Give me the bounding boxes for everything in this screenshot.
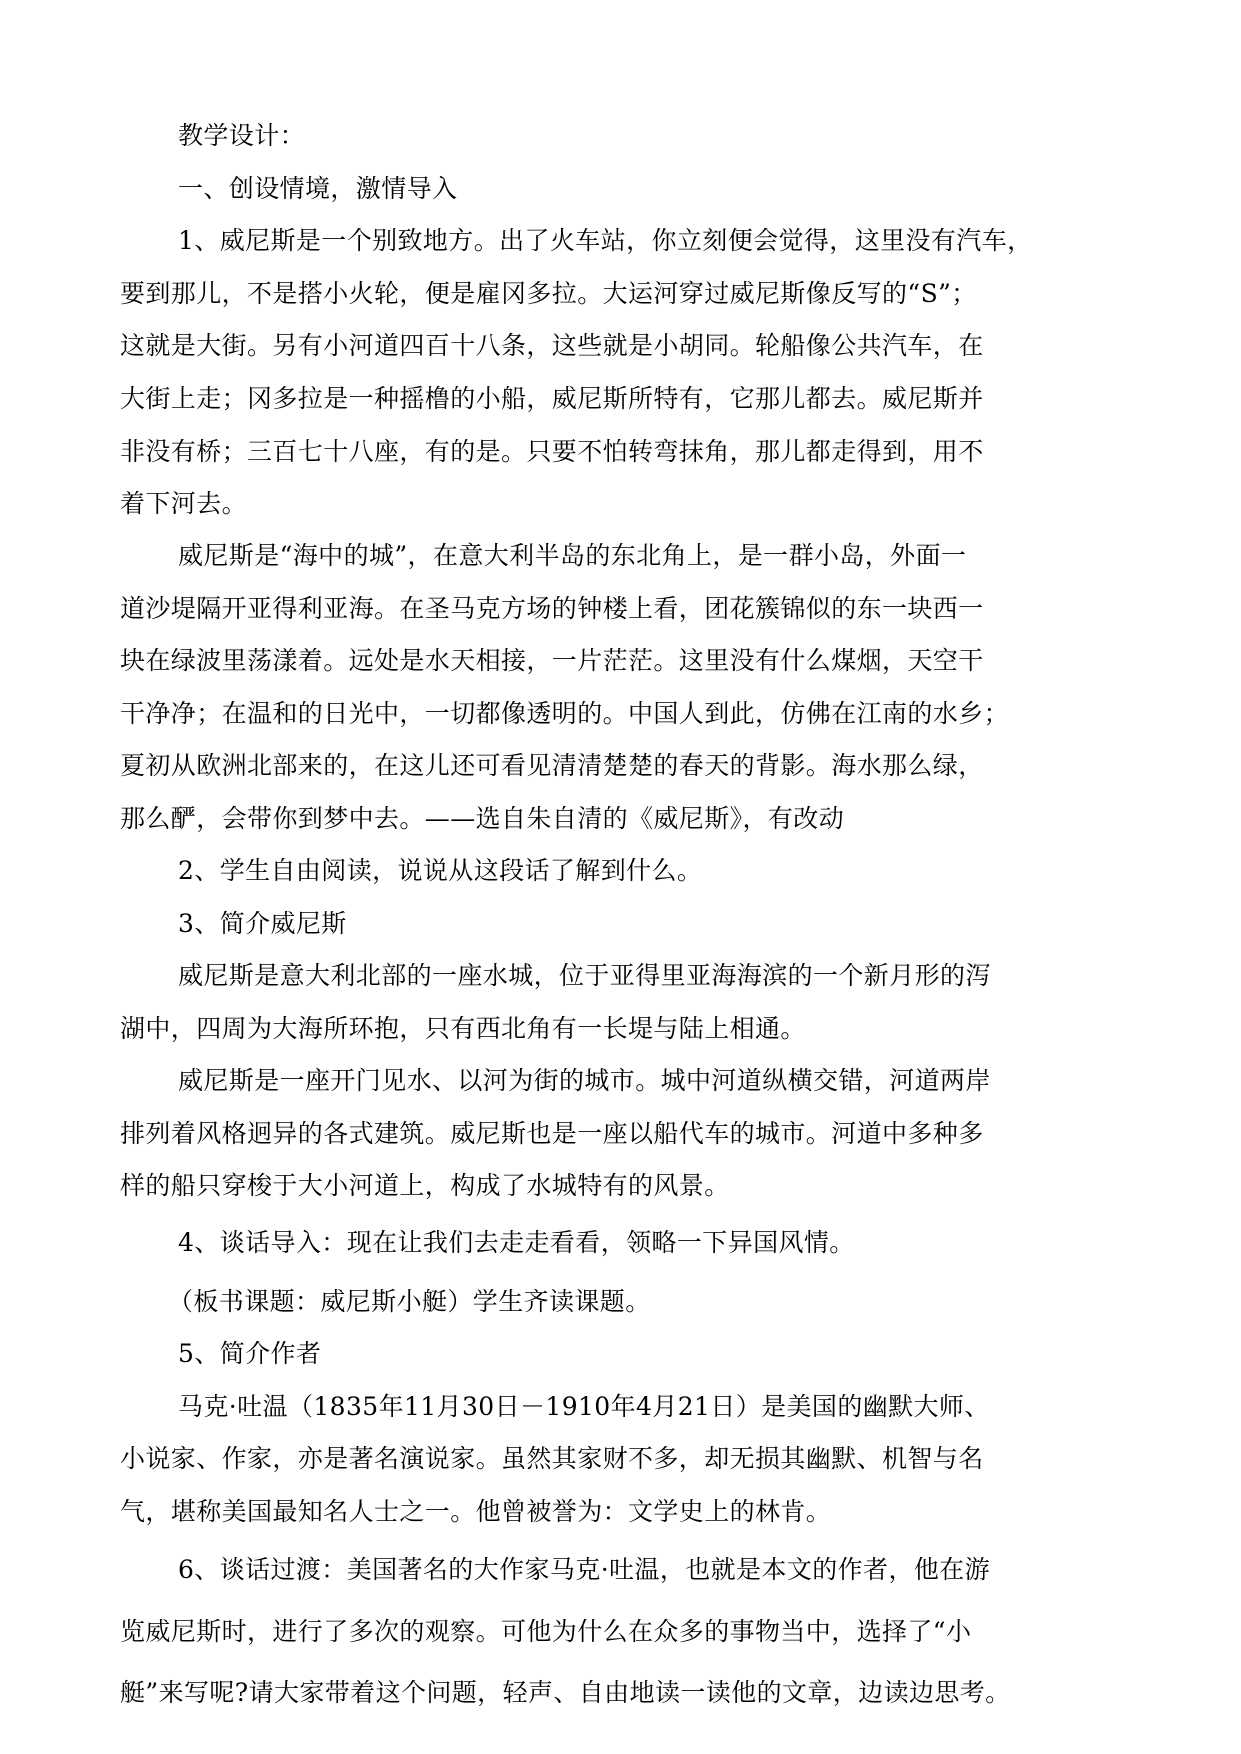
- text-line: 非没有桥；三百七十八座，有的是。只要不怕转弯抹角，那儿都走得到，用不: [120, 437, 984, 466]
- text-line: 威尼斯是“海中的城”，在意大利半岛的东北角上，是一群小岛，外面一: [178, 541, 967, 570]
- section-title: 教学设计：: [178, 121, 306, 150]
- text-line: 6、谈话过渡：美国著名的大作家马克·吐温，也就是本文的作者，他在游: [178, 1555, 991, 1584]
- text-line: 块在绿波里荡漾着。远处是水天相接，一片茫茫。这里没有什么煤烟，天空干: [120, 646, 984, 675]
- text-line: 5、简介作者: [178, 1339, 322, 1368]
- text-line: （板书课题：威尼斯小艇）学生齐读课题。: [168, 1287, 651, 1316]
- text-line: 大街上走；冈多拉是一种摇橹的小船，威尼斯所特有，它那儿都去。威尼斯并: [120, 384, 984, 413]
- text-line: 着下河去。: [120, 489, 248, 518]
- text-line: 4、谈话导入：现在让我们去走走看看，领略一下异国风情。: [178, 1228, 855, 1257]
- text-line: 那么酽，会带你到梦中去。——选自朱自清的《威尼斯》，有改动: [120, 804, 845, 833]
- text-line: 艇”来写呢?请大家带着这个问题，轻声、自由地读一读他的文章，边读边思考。: [120, 1678, 1011, 1707]
- text-line: 马克·吐温（1835年11月30日－1910年4月21日）是美国的幽默大师、: [178, 1392, 990, 1421]
- text-line: 排列着风格迥异的各式建筑。威尼斯也是一座以船代车的城市。河道中多种多: [120, 1119, 984, 1148]
- text-line: 样的船只穿梭于大小河道上，构成了水城特有的风景。: [120, 1171, 730, 1200]
- text-line: 小说家、作家，亦是著名演说家。虽然其家财不多，却无损其幽默、机智与名: [120, 1444, 984, 1473]
- text-line: 1、威尼斯是一个别致地方。出了火车站，你立刻便会觉得，这里没有汽车，: [178, 226, 1033, 255]
- text-line: 威尼斯是意大利北部的一座水城，位于亚得里亚海海滨的一个新月形的泻: [178, 961, 991, 990]
- text-line: 道沙堤隔开亚得利亚海。在圣马克方场的钟楼上看，团花簇锦似的东一块西一: [120, 594, 984, 623]
- text-line: 览威尼斯时，进行了多次的观察。可他为什么在众多的事物当中，选择了“小: [120, 1617, 972, 1646]
- text-line: 这就是大街。另有小河道四百十八条，这些就是小胡同。轮船像公共汽车，在: [120, 331, 984, 360]
- text-line: 夏初从欧洲北部来的，在这儿还可看见清清楚楚的春天的背影。海水那么绿，: [120, 751, 984, 780]
- text-line: 要到那儿，不是搭小火轮，便是雇冈多拉。大运河穿过威尼斯像反写的“S”；: [120, 279, 977, 308]
- text-line: 2、学生自由阅读，说说从这段话了解到什么。: [178, 856, 703, 885]
- text-line: 湖中，四周为大海所环抱，只有西北角有一长堤与陆上相通。: [120, 1014, 806, 1043]
- text-line: 威尼斯是一座开门见水、以河为街的城市。城中河道纵横交错，河道两岸: [178, 1066, 991, 1095]
- text-line: 干净净；在温和的日光中，一切都像透明的。中国人到此，仿佛在江南的水乡；: [120, 699, 1010, 728]
- section-heading: 一、创设情境，激情导入: [178, 174, 458, 203]
- text-line: 3、简介威尼斯: [178, 909, 347, 938]
- text-line: 气，堪称美国最知名人士之一。他曾被誉为：文学史上的林肯。: [120, 1497, 832, 1526]
